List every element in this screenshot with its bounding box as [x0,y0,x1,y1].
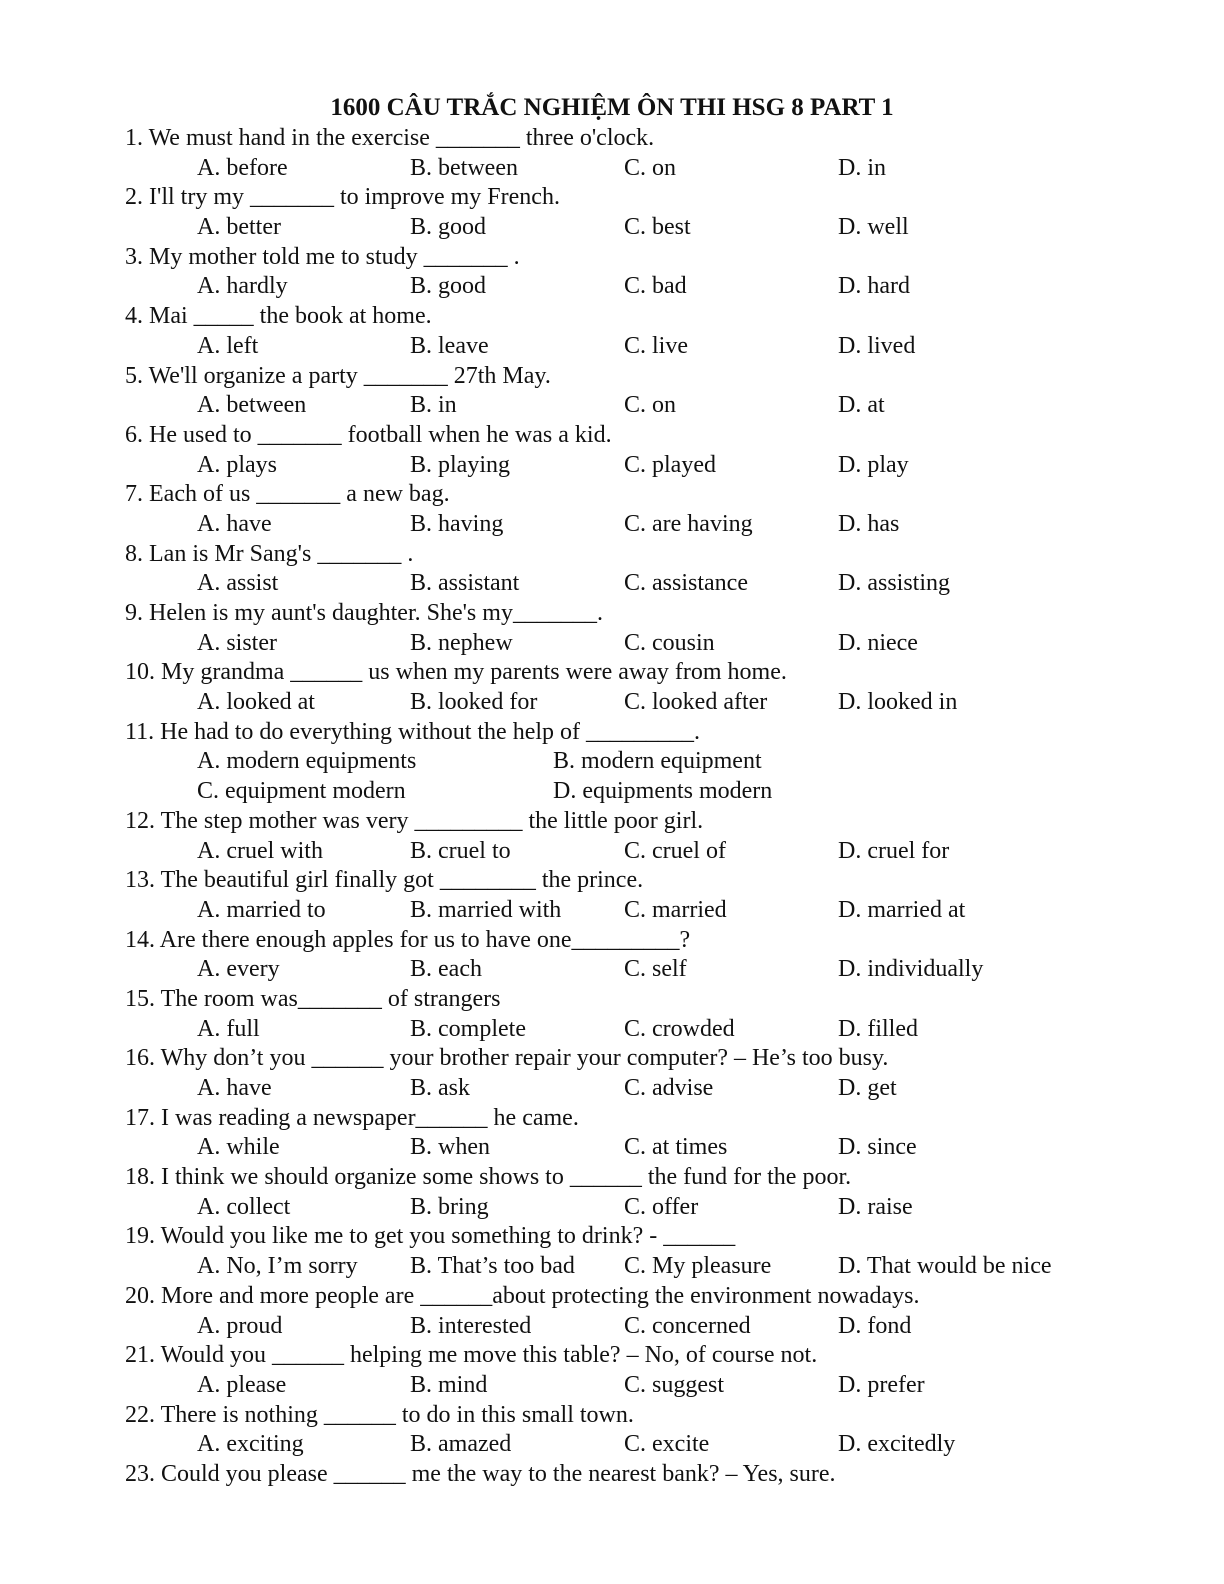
question-prompt: 14. Are there enough apples for us to have one_________? [125,926,691,953]
answer-option: B. looked for [410,689,538,716]
answer-option: B. ask [410,1075,470,1101]
question-item [125,540,1205,599]
question-item [125,1460,1205,1490]
question-item [125,480,1205,539]
answer-option: C. played [624,451,716,478]
answer-option: B. between [410,154,518,181]
answer-option: A. collect [197,1193,291,1220]
question-item [125,599,1205,658]
answer-option: A. hardly [197,273,288,300]
answer-option: B. good [410,273,487,300]
answer-options [125,1074,1205,1104]
answer-options [125,154,1205,184]
answer-option: B. having [410,510,504,537]
answer-option: A. modern equipments [197,748,417,775]
question-item [125,302,1205,361]
question-prompt: 16. Why don’t you ______ your brother repair your computer? – He’s too busy. [125,1045,889,1072]
answer-option: D. married at [838,896,966,923]
answer-option: C. equipment modern [197,778,406,805]
question-item [125,1104,1205,1163]
question-item [125,1282,1205,1341]
answer-option: A. better [197,214,281,241]
answer-option: D. lived [838,332,916,359]
answer-option: A. cruel with [197,837,323,864]
question-item [125,1222,1205,1281]
question-item [125,807,1205,866]
question-item [125,985,1205,1044]
answer-options [125,569,1205,599]
answer-option: D. filled [838,1015,918,1042]
answer-option: B. modern equipment [553,748,762,775]
answer-option: A. sister [197,629,277,656]
answer-option: D. individually [838,956,984,983]
answer-option: C. best [624,214,691,241]
answer-option: B. complete [410,1015,526,1042]
answer-option: B. in [410,392,457,419]
answer-option: B. nephew [410,629,513,656]
question-prompt: 3. My mother told me to study _______ . [125,243,520,270]
answer-option: A. exciting [197,1431,304,1458]
answer-options [125,1252,1205,1282]
answer-options [125,272,1205,302]
answer-option: B. bring [410,1193,489,1220]
answer-options [125,777,1205,807]
answer-option: A. No, I’m sorry [197,1253,358,1280]
answer-option: D. prefer [838,1371,925,1398]
answer-option: A. married to [197,896,326,923]
answer-option: C. suggest [624,1371,725,1398]
answer-option: B. amazed [410,1431,512,1458]
answer-option: B. assistant [410,570,520,597]
answer-option: C. offer [624,1193,699,1220]
answer-option: A. have [197,510,272,537]
question-prompt: 9. Helen is my aunt's daughter. She's my_______. [125,600,603,626]
answer-option: C. My pleasure [624,1253,772,1280]
question-item [125,1163,1205,1222]
answer-option: C. assistance [624,570,748,597]
question-prompt: 15. The room was_______ of strangers [125,985,501,1012]
question-prompt: 21. Would you ______ helping me move this table? – No, of course not. [125,1342,818,1369]
question-item [125,1341,1205,1400]
question-prompt: 20. More and more people are ______about protecting the environment nowadays. [125,1282,920,1309]
answer-option: C. married [624,896,727,923]
answer-option: D. in [838,154,886,181]
answer-option: C. live [624,332,688,359]
answer-options [125,629,1205,659]
question-prompt: 2. I'll try my _______ to improve my French. [125,184,560,211]
answer-option: C. self [624,956,687,983]
answer-option: C. on [624,392,677,419]
question-prompt: 22. There is nothing ______ to do in this small town. [125,1401,634,1428]
question-prompt: 5. We'll organize a party _______ 27th May. [125,362,551,389]
answer-option: B. playing [410,451,510,478]
question-prompt: 6. He used to _______ football when he was a kid. [125,421,612,448]
answer-option: C. are having [624,510,753,537]
question-prompt: 11. He had to do everything without the help of _________. [125,718,701,745]
question-item [125,658,1205,717]
answer-option: B. when [410,1134,490,1161]
answer-options [125,213,1205,243]
question-item [125,362,1205,421]
answer-options [125,391,1205,421]
question-prompt: 17. I was reading a newspaper______ he came. [125,1104,579,1131]
answer-option: D. well [838,214,909,241]
answer-option: B. interested [410,1312,532,1339]
answer-option: A. left [197,332,259,359]
answer-options [125,955,1205,985]
answer-option: A. before [197,154,288,181]
answer-option: B. mind [410,1371,488,1398]
answer-option: C. cousin [624,629,715,656]
question-prompt: 19. Would you like me to get you something to drink? - ______ [125,1223,736,1250]
answer-options [125,1193,1205,1223]
answer-option: C. looked after [624,689,768,716]
answer-option: D. fond [838,1312,912,1339]
answer-option: A. assist [197,570,279,597]
question-prompt: 4. Mai _____ the book at home. [125,303,432,330]
answer-option: D. play [838,451,909,478]
question-item [125,183,1205,242]
question-item [125,421,1205,480]
answer-option: B. leave [410,332,489,359]
answer-option: C. concerned [624,1312,751,1339]
answer-option: B. cruel to [410,837,511,864]
answer-option: D. assisting [838,570,951,597]
answer-option: A. every [197,956,280,983]
answer-options [125,1371,1205,1401]
answer-option: C. on [624,154,677,181]
answer-option: D. raise [838,1193,913,1220]
question-item [125,124,1205,183]
answer-options [125,1430,1205,1460]
answer-option: A. between [197,392,307,419]
answer-options [125,1312,1205,1342]
answer-options [125,688,1205,718]
question-item [125,718,1205,807]
answer-option: D. cruel for [838,837,950,864]
answer-option: B. each [410,956,482,983]
question-prompt: 12. The step mother was very _________ the little poor girl. [125,807,704,834]
answer-options [125,1133,1205,1163]
answer-option: A. looked at [197,689,315,716]
answer-options [125,332,1205,362]
question-prompt: 13. The beautiful girl finally got ________ the prince. [125,867,644,894]
answer-option: C. at times [624,1134,728,1161]
answer-options [125,896,1205,926]
question-item [125,866,1205,925]
answer-option: D. excitedly [838,1431,956,1458]
answer-option: D. at [838,392,885,419]
question-item [125,1401,1205,1460]
answer-option: C. cruel of [624,837,726,864]
answer-option: D. That would be nice [838,1253,1052,1280]
question-prompt: 10. My grandma ______ us when my parents were away from home. [125,659,787,686]
answer-options [125,747,1205,777]
answer-option: D. get [838,1075,897,1101]
answer-option: D. equipments modern [553,778,773,805]
answer-option: A. full [197,1015,260,1042]
answer-option: C. crowded [624,1015,735,1042]
question-item [125,1044,1205,1103]
answer-option: A. have [197,1075,272,1101]
answer-option: D. niece [838,629,918,656]
answer-option: B. good [410,214,487,241]
answer-option: D. has [838,510,900,537]
answer-options [125,451,1205,481]
answer-options [125,1015,1205,1045]
answer-option: C. excite [624,1431,710,1458]
question-prompt: 8. Lan is Mr Sang's _______ . [125,540,414,567]
answer-option: D. looked in [838,689,958,716]
answer-option: C. bad [624,273,687,300]
answer-option: A. proud [197,1312,283,1339]
page-title: 1600 CÂU TRẮC NGHIỆM ÔN THI HSG 8 PART 1 [330,94,894,121]
answer-options [125,837,1205,867]
answer-option: B. married with [410,896,562,923]
question-item [125,926,1205,985]
question-prompt: 18. I think we should organize some shows to ______ the fund for the poor. [125,1164,852,1191]
answer-options [125,510,1205,540]
answer-option: A. while [197,1134,280,1161]
answer-option: B. That’s too bad [410,1253,575,1280]
answer-option: A. plays [197,451,277,478]
answer-option: C. advise [624,1075,714,1101]
answer-option: A. please [197,1371,287,1398]
question-list [125,124,1205,1490]
question-prompt: 1. We must hand in the exercise _______ three o'clock. [125,125,655,151]
answer-option: D. hard [838,273,910,300]
question-prompt: 23. Could you please ______ me the way to the nearest bank? – Yes, sure. [125,1460,836,1487]
question-prompt: 7. Each of us _______ a new bag. [125,481,450,508]
answer-option: D. since [838,1134,917,1161]
question-item [125,243,1205,302]
